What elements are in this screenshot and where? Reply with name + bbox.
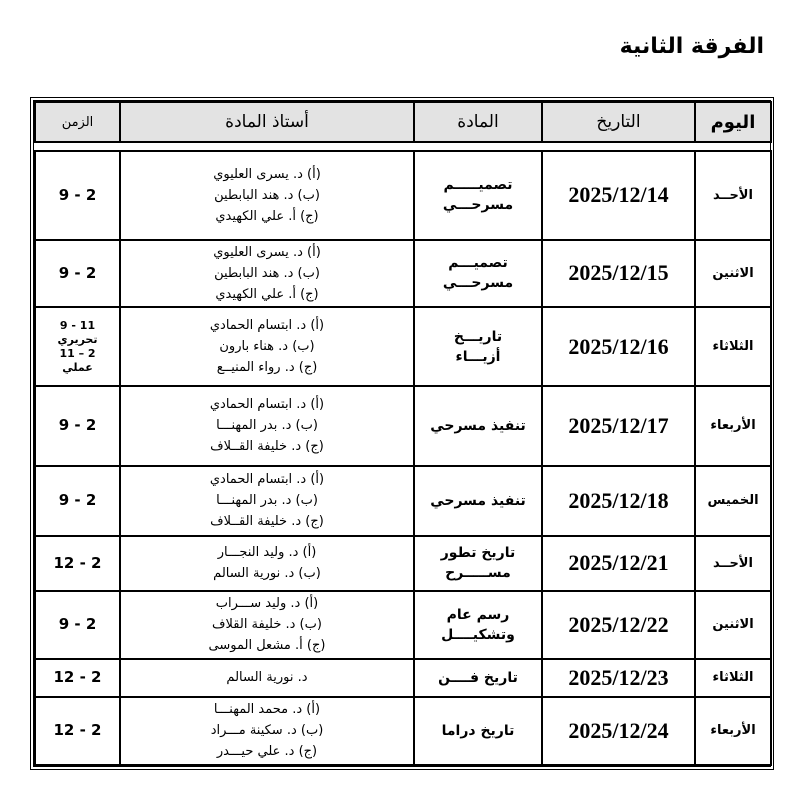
header-date: التاريخ [542,102,695,142]
teacher-cell [120,151,414,240]
teacher-line: (ب) د. هند البابطين [214,187,320,203]
subject-line: وتشكيــــل [441,626,515,643]
time-cell [35,697,120,765]
time-line: تحريري [57,332,98,346]
table-row [35,659,771,697]
table-row [35,307,771,386]
date-cell: 2025/12/18 [542,466,695,536]
subject-cell [414,659,542,697]
teacher-line: (أ) د. وليد النجـــار [217,545,317,561]
teacher-line: (ج) د. علي حيـــدر [216,744,318,760]
teacher-cell [120,536,414,591]
day-cell: الثلاثاء [695,307,771,386]
teacher-cell [120,307,414,386]
teacher-cell [120,386,414,465]
header-row [35,102,771,142]
subject-cell [414,151,542,240]
date-cell: 2025/12/24 [542,697,695,765]
table-row [35,591,771,659]
teacher-line: (ب) د. بدر المهنـــا [216,493,318,509]
teacher-line: (أ) د. يسرى العليوي [213,244,321,260]
header-spacer [35,142,771,151]
day-cell: الخميس [695,466,771,536]
day-cell: الأحــد [695,536,771,591]
time-line: 9 - 2 [58,185,97,204]
time-cell [35,466,120,536]
date-cell: 2025/12/17 [542,386,695,465]
day-cell: الأحــد [695,151,771,240]
day-cell: الأربعاء [695,697,771,765]
teacher-line: (ب) د. هناء بارون [219,339,315,355]
date-cell: 2025/12/16 [542,307,695,386]
table-row [35,536,771,591]
subject-line: تاريخ فــــن [438,669,518,686]
header-day: اليوم [695,102,771,142]
teacher-line: (ب) د. خليفة القلاف [212,617,322,633]
time-cell [35,307,120,386]
teacher-line: (أ) د. وليد ســـراب [215,596,319,612]
teacher-cell [120,659,414,697]
subject-cell [414,307,542,386]
day-cell: الثلاثاء [695,659,771,697]
teacher-line: د. نورية السالم [226,670,308,686]
subject-cell [414,536,542,591]
teacher-line: (أ) د. ابتسام الحمادي [209,397,325,413]
teacher-line: (ب) د. سكينة مـــراد [210,723,324,739]
day-cell: الاثنين [695,240,771,307]
teacher-cell [120,466,414,536]
teacher-line: (أ) د. محمد المهنـــا [213,702,321,718]
teacher-line: (أ) د. يسرى العليوي [213,166,321,182]
subject-cell [414,466,542,536]
teacher-line: (أ) د. ابتسام الحمادي [209,318,325,334]
teacher-line: (ب) د. بدر المهنـــا [216,418,318,434]
day-cell: الأربعاء [695,386,771,465]
subject-line: تاريخ تطور [440,545,516,562]
date-cell: 2025/12/15 [542,240,695,307]
subject-line: تاريـــخ [453,328,503,345]
table-row [35,240,771,307]
schedule-body [35,151,771,765]
subject-line: تصميـــــم [443,177,513,194]
table-row [35,151,771,240]
date-cell: 2025/12/21 [542,536,695,591]
date-cell: 2025/12/14 [542,151,695,240]
subject-line: تاريخ دراما [441,722,515,739]
date-cell: 2025/12/22 [542,591,695,659]
subject-line: تصميـــم [448,255,508,272]
schedule-table [34,101,772,766]
time-cell [35,659,120,697]
time-line: 9 - 2 [58,615,97,634]
time-line: 12 - 2 [53,553,102,572]
time-line: عملي [62,360,93,374]
time-line: 9 - 2 [58,416,97,435]
day-cell: الاثنين [695,591,771,659]
time-cell [35,386,120,465]
teacher-cell [120,591,414,659]
subject-cell [414,386,542,465]
teacher-line: (ج) أ. علي الكهيدي [215,208,319,224]
table-row [35,697,771,765]
time-line: 9 - 2 [58,263,97,282]
subject-cell [414,697,542,765]
header-time: الزمن [35,102,120,142]
teacher-line: (ج) د. خليفة القــلاف [210,514,324,530]
date-cell: 2025/12/23 [542,659,695,697]
time-line: 11 – 2 [59,346,96,360]
teacher-line: (ب) د. نورية السالم [213,566,321,582]
teacher-line: (ج) د. خليفة القــلاف [210,439,324,455]
subject-line: مســـــرح [445,565,511,582]
time-line: 9 - 11 [59,318,96,332]
subject-cell [414,591,542,659]
teacher-line: (ب) د. هند البابطين [214,265,320,281]
header-teacher: أستاذ المادة [120,102,414,142]
time-cell [35,151,120,240]
time-cell [35,536,120,591]
time-line: 12 - 2 [53,668,102,687]
teacher-line: (ج) أ. علي الكهيدي [215,286,319,302]
teacher-line: (أ) د. ابتسام الحمادي [209,472,325,488]
table-row [35,466,771,536]
subject-line: تنفيذ مسرحي [430,492,526,509]
subject-line: أزيـــاء [455,348,501,365]
page-title: الفرقة الثانية [619,34,764,59]
teacher-cell [120,240,414,307]
teacher-line: (ج) د. رواء المنيــع [216,360,318,376]
subject-line: مسرحـــي [442,197,514,214]
subject-cell [414,240,542,307]
teacher-line: (ج) أ. مشعل الموسى [208,638,326,654]
time-line: 12 - 2 [53,721,102,740]
header-subject: المادة [414,102,542,142]
time-line: 9 - 2 [58,491,97,510]
time-cell [35,240,120,307]
time-cell [35,591,120,659]
subject-line: تنفيذ مسرحي [430,417,526,434]
subject-line: رسم عام [446,606,510,623]
table-row [35,386,771,465]
subject-line: مسرحـــي [442,275,514,292]
teacher-cell [120,697,414,765]
